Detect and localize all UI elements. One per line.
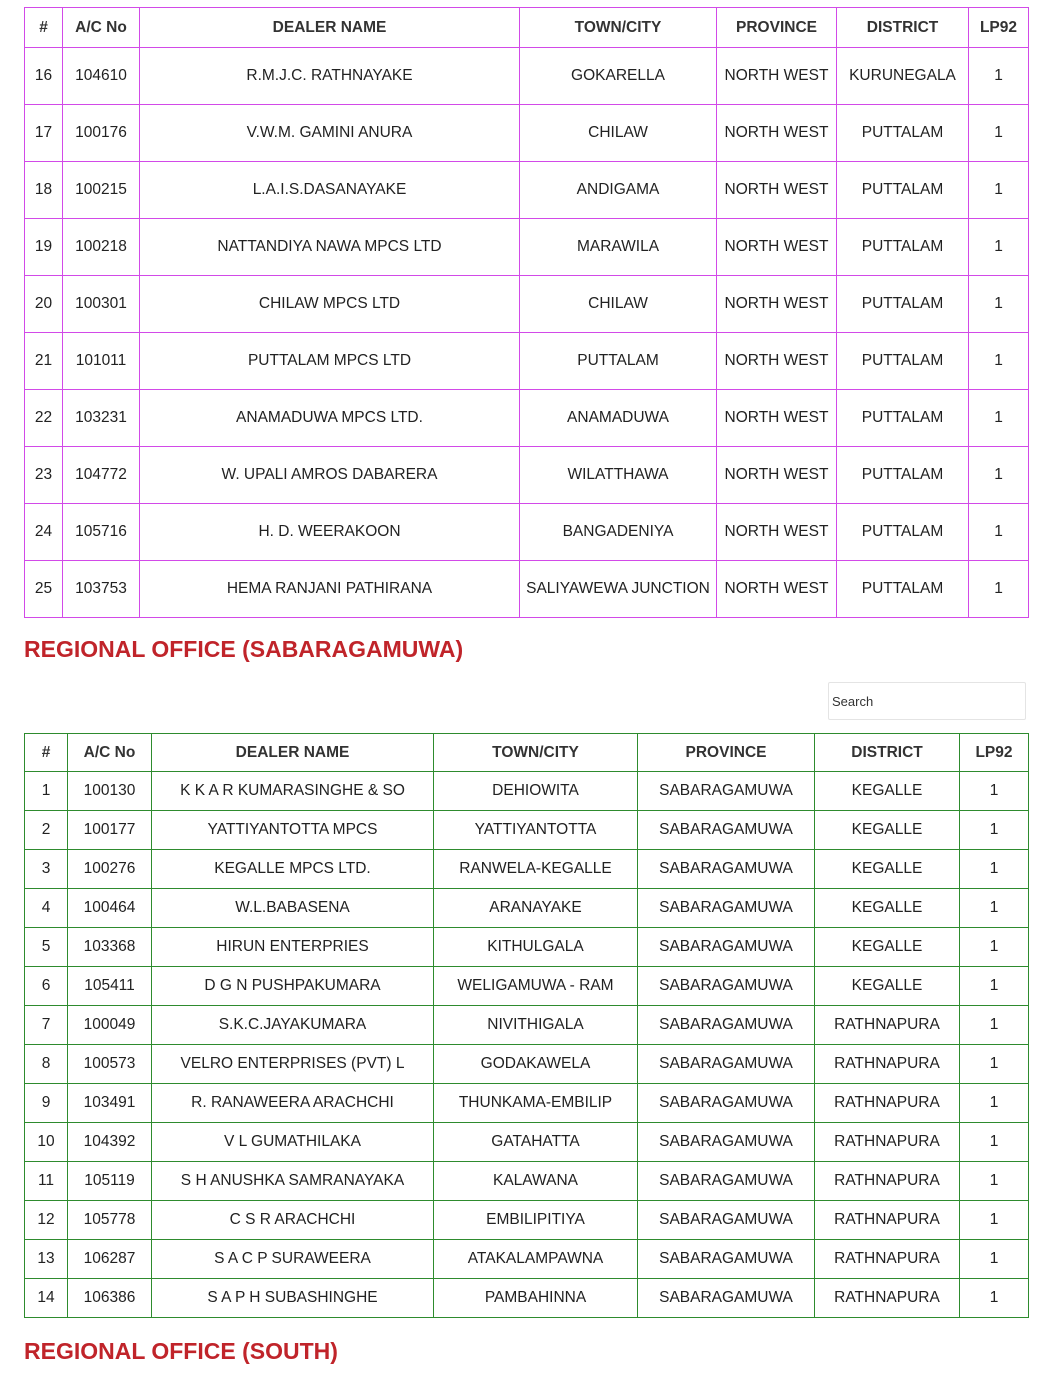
cell-number: 10 [25,1123,68,1162]
cell-lp92: 1 [960,772,1029,811]
cell-lp92: 1 [960,1045,1029,1084]
cell-district: PUTTALAM [837,447,969,504]
column-header-town-city[interactable]: TOWN/CITY [434,734,638,772]
table-row [25,219,1029,276]
cell-dealer-name: NATTANDIYA NAWA MPCS LTD [140,219,520,276]
cell-dealer-name: YATTIYANTOTTA MPCS [152,811,434,850]
cell-town-city: ANAMADUWA [520,390,717,447]
cell-ac-no: 105411 [68,967,152,1006]
table-row [25,889,1029,928]
cell-province: NORTH WEST [717,276,837,333]
cell-ac-no: 104610 [63,48,140,105]
cell-district: PUTTALAM [837,390,969,447]
cell-district: RATHNAPURA [815,1084,960,1123]
cell-number: 9 [25,1084,68,1123]
cell-district: RATHNAPURA [815,1279,960,1318]
cell-number: 25 [25,561,63,618]
cell-lp92: 1 [960,1084,1029,1123]
table-row [25,1045,1029,1084]
cell-dealer-name: R.M.J.C. RATHNAYAKE [140,48,520,105]
cell-ac-no: 104772 [63,447,140,504]
column-header-town-city[interactable]: TOWN/CITY [520,8,717,48]
table-header-row [25,8,1029,48]
cell-lp92: 1 [960,928,1029,967]
cell-dealer-name: V L GUMATHILAKA [152,1123,434,1162]
cell-district: RATHNAPURA [815,1045,960,1084]
cell-number: 18 [25,162,63,219]
cell-ac-no: 100049 [68,1006,152,1045]
cell-number: 20 [25,276,63,333]
cell-province: NORTH WEST [717,504,837,561]
cell-number: 3 [25,850,68,889]
cell-province: NORTH WEST [717,48,837,105]
cell-ac-no: 100464 [68,889,152,928]
cell-town-city: ATAKALAMPAWNA [434,1240,638,1279]
cell-lp92: 1 [960,1201,1029,1240]
sabaragamuwa-dealers-table [24,733,1029,1318]
sabaragamuwa-section-title: REGIONAL OFFICE (SABARAGAMUWA) [24,636,464,662]
cell-ac-no: 103368 [68,928,152,967]
cell-number: 19 [25,219,63,276]
cell-province: SABARAGAMUWA [638,811,815,850]
cell-ac-no: 105778 [68,1201,152,1240]
column-header-number[interactable]: # [25,734,68,772]
cell-town-city: KITHULGALA [434,928,638,967]
cell-town-city: GODAKAWELA [434,1045,638,1084]
cell-province: SABARAGAMUWA [638,1006,815,1045]
cell-dealer-name: HIRUN ENTERPRIES [152,928,434,967]
cell-dealer-name: K K A R KUMARASINGHE & SO [152,772,434,811]
cell-province: SABARAGAMUWA [638,967,815,1006]
cell-province: NORTH WEST [717,219,837,276]
cell-ac-no: 100130 [68,772,152,811]
cell-town-city: MARAWILA [520,219,717,276]
cell-town-city: PAMBAHINNA [434,1279,638,1318]
cell-dealer-name: ANAMADUWA MPCS LTD. [140,390,520,447]
column-header-province[interactable]: PROVINCE [717,8,837,48]
cell-ac-no: 103231 [63,390,140,447]
cell-ac-no: 105119 [68,1162,152,1201]
table-row [25,928,1029,967]
cell-province: SABARAGAMUWA [638,1279,815,1318]
cell-lp92: 1 [969,333,1029,390]
cell-dealer-name: C S R ARACHCHI [152,1201,434,1240]
cell-district: PUTTALAM [837,219,969,276]
cell-town-city: SALIYAWEWA JUNCTION [520,561,717,618]
cell-dealer-name: KEGALLE MPCS LTD. [152,850,434,889]
cell-number: 13 [25,1240,68,1279]
table-row [25,811,1029,850]
cell-number: 12 [25,1201,68,1240]
cell-ac-no: 100573 [68,1045,152,1084]
cell-province: SABARAGAMUWA [638,1162,815,1201]
cell-province: SABARAGAMUWA [638,928,815,967]
north-west-dealers-table [24,7,1029,618]
column-header-number[interactable]: # [25,8,63,48]
cell-ac-no: 106386 [68,1279,152,1318]
cell-ac-no: 106287 [68,1240,152,1279]
cell-province: NORTH WEST [717,390,837,447]
cell-lp92: 1 [969,48,1029,105]
cell-district: KEGALLE [815,928,960,967]
table-row [25,276,1029,333]
cell-province: SABARAGAMUWA [638,772,815,811]
cell-dealer-name: PUTTALAM MPCS LTD [140,333,520,390]
cell-province: NORTH WEST [717,447,837,504]
cell-lp92: 1 [969,276,1029,333]
cell-lp92: 1 [969,162,1029,219]
table-row [25,967,1029,1006]
cell-lp92: 1 [969,105,1029,162]
cell-province: NORTH WEST [717,333,837,390]
cell-number: 22 [25,390,63,447]
cell-lp92: 1 [969,561,1029,618]
cell-dealer-name: S A P H SUBASHINGHE [152,1279,434,1318]
table-row [25,561,1029,618]
table-row [25,772,1029,811]
cell-number: 2 [25,811,68,850]
cell-lp92: 1 [960,1123,1029,1162]
cell-province: SABARAGAMUWA [638,1045,815,1084]
cell-town-city: WELIGAMUWA - RAM [434,967,638,1006]
cell-lp92: 1 [960,1006,1029,1045]
column-header-dealer-name[interactable]: DEALER NAME [152,734,434,772]
column-header-dealer-name[interactable]: DEALER NAME [140,8,520,48]
cell-province: SABARAGAMUWA [638,1240,815,1279]
cell-town-city: CHILAW [520,276,717,333]
table-row [25,333,1029,390]
cell-town-city: YATTIYANTOTTA [434,811,638,850]
cell-lp92: 1 [969,447,1029,504]
sabaragamuwa-table-body [25,772,1029,1318]
cell-ac-no: 103491 [68,1084,152,1123]
cell-district: KEGALLE [815,811,960,850]
table-row [25,390,1029,447]
cell-ac-no: 101011 [63,333,140,390]
cell-province: SABARAGAMUWA [638,850,815,889]
cell-ac-no: 100176 [63,105,140,162]
cell-number: 24 [25,504,63,561]
cell-lp92: 1 [960,1162,1029,1201]
cell-town-city: PUTTALAM [520,333,717,390]
cell-town-city: BANGADENIYA [520,504,717,561]
cell-lp92: 1 [960,811,1029,850]
cell-district: KEGALLE [815,850,960,889]
cell-town-city: RANWELA-KEGALLE [434,850,638,889]
table-row [25,1006,1029,1045]
cell-ac-no: 100215 [63,162,140,219]
cell-dealer-name: D G N PUSHPAKUMARA [152,967,434,1006]
north-west-table-body [25,48,1029,618]
cell-ac-no: 103753 [63,561,140,618]
cell-town-city: ARANAYAKE [434,889,638,928]
cell-number: 23 [25,447,63,504]
cell-dealer-name: W. UPALI AMROS DABARERA [140,447,520,504]
column-header-province[interactable]: PROVINCE [638,734,815,772]
cell-district: KEGALLE [815,889,960,928]
cell-town-city: EMBILIPITIYA [434,1201,638,1240]
cell-lp92: 1 [969,219,1029,276]
table-row [25,1084,1029,1123]
cell-dealer-name: S A C P SURAWEERA [152,1240,434,1279]
cell-district: PUTTALAM [837,105,969,162]
table-row [25,105,1029,162]
cell-district: RATHNAPURA [815,1201,960,1240]
cell-town-city: ANDIGAMA [520,162,717,219]
cell-town-city: WILATTHAWA [520,447,717,504]
cell-dealer-name: S.K.C.JAYAKUMARA [152,1006,434,1045]
column-header-lp92[interactable]: LP92 [969,8,1029,48]
cell-town-city: GOKARELLA [520,48,717,105]
column-header-district[interactable]: DISTRICT [815,734,960,772]
table-row [25,1201,1029,1240]
cell-district: KEGALLE [815,772,960,811]
cell-number: 5 [25,928,68,967]
cell-dealer-name: V.W.M. GAMINI ANURA [140,105,520,162]
column-header-lp92[interactable]: LP92 [960,734,1029,772]
cell-dealer-name: H. D. WEERAKOON [140,504,520,561]
table-row [25,1162,1029,1201]
cell-ac-no: 100177 [68,811,152,850]
cell-district: PUTTALAM [837,333,969,390]
cell-lp92: 1 [960,1279,1029,1318]
column-header-ac-no[interactable]: A/C No [63,8,140,48]
cell-number: 1 [25,772,68,811]
cell-district: PUTTALAM [837,504,969,561]
cell-province: NORTH WEST [717,105,837,162]
cell-lp92: 1 [960,850,1029,889]
cell-district: KURUNEGALA [837,48,969,105]
cell-province: SABARAGAMUWA [638,1201,815,1240]
cell-province: SABARAGAMUWA [638,889,815,928]
cell-town-city: CHILAW [520,105,717,162]
cell-ac-no: 100276 [68,850,152,889]
cell-lp92: 1 [960,1240,1029,1279]
cell-province: NORTH WEST [717,162,837,219]
cell-district: RATHNAPURA [815,1240,960,1279]
cell-number: 14 [25,1279,68,1318]
table-row [25,1279,1029,1318]
cell-dealer-name: R. RANAWEERA ARACHCHI [152,1084,434,1123]
table-row [25,162,1029,219]
cell-district: RATHNAPURA [815,1162,960,1201]
cell-town-city: GATAHATTA [434,1123,638,1162]
cell-district: RATHNAPURA [815,1123,960,1162]
table-row [25,1240,1029,1279]
cell-province: SABARAGAMUWA [638,1123,815,1162]
south-section-title: REGIONAL OFFICE (SOUTH) [24,1338,338,1364]
cell-number: 16 [25,48,63,105]
cell-town-city: NIVITHIGALA [434,1006,638,1045]
cell-dealer-name: W.L.BABASENA [152,889,434,928]
table-row [25,1123,1029,1162]
cell-dealer-name: HEMA RANJANI PATHIRANA [140,561,520,618]
cell-town-city: DEHIOWITA [434,772,638,811]
cell-district: PUTTALAM [837,276,969,333]
cell-number: 8 [25,1045,68,1084]
cell-town-city: THUNKAMA-EMBILIP [434,1084,638,1123]
table-row [25,850,1029,889]
cell-ac-no: 100301 [63,276,140,333]
cell-province: SABARAGAMUWA [638,1084,815,1123]
table-row [25,48,1029,105]
search-input[interactable] [828,682,1026,720]
cell-dealer-name: VELRO ENTERPRISES (PVT) L [152,1045,434,1084]
cell-number: 21 [25,333,63,390]
cell-district: PUTTALAM [837,162,969,219]
cell-district: KEGALLE [815,967,960,1006]
cell-province: NORTH WEST [717,561,837,618]
cell-district: RATHNAPURA [815,1006,960,1045]
cell-dealer-name: CHILAW MPCS LTD [140,276,520,333]
cell-lp92: 1 [960,889,1029,928]
cell-dealer-name: S H ANUSHKA SAMRANAYAKA [152,1162,434,1201]
table-header-row [25,734,1029,772]
column-header-district[interactable]: DISTRICT [837,8,969,48]
cell-lp92: 1 [969,504,1029,561]
cell-number: 17 [25,105,63,162]
cell-dealer-name: L.A.I.S.DASANAYAKE [140,162,520,219]
cell-district: PUTTALAM [837,561,969,618]
cell-lp92: 1 [960,967,1029,1006]
column-header-ac-no[interactable]: A/C No [68,734,152,772]
cell-lp92: 1 [969,390,1029,447]
cell-number: 7 [25,1006,68,1045]
table-row [25,504,1029,561]
cell-town-city: KALAWANA [434,1162,638,1201]
cell-ac-no: 105716 [63,504,140,561]
cell-number: 6 [25,967,68,1006]
cell-ac-no: 100218 [63,219,140,276]
cell-number: 4 [25,889,68,928]
cell-ac-no: 104392 [68,1123,152,1162]
table-row [25,447,1029,504]
cell-number: 11 [25,1162,68,1201]
